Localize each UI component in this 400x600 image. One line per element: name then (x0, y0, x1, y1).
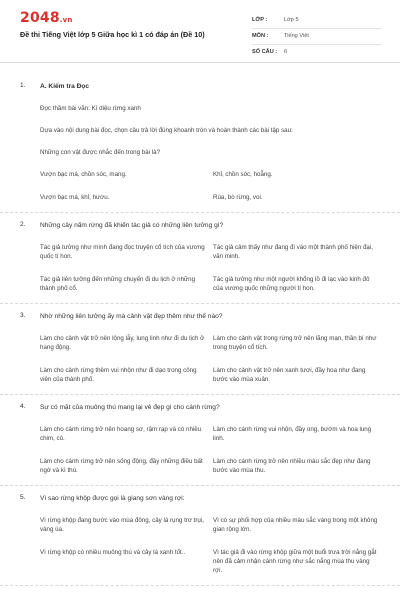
answer-options (40, 170, 380, 202)
answer-options (40, 334, 380, 384)
answer-option[interactable]: Làm cho cánh rừng trở nên hoang sơ, rậm rạp và có nhiều chim, cò. (40, 426, 202, 442)
meta-value: Lớp 5 (284, 17, 299, 23)
question-list (0, 74, 400, 586)
meta-count-row (252, 46, 382, 60)
answer-option[interactable]: Làm cho cánh rừng trở nên sống động, đầy những điều bất ngờ và kì thú. (40, 458, 203, 474)
question-number: 2. (20, 221, 26, 228)
answer-option[interactable]: Vượn bạc má, khỉ, hươu. (40, 194, 110, 201)
answer-option[interactable]: Tác giả liên tưởng đến những chuyến đi du lịch ở những thành phố cổ. (40, 276, 196, 292)
question-3 (0, 304, 400, 395)
meta-class-row (252, 14, 382, 29)
question-number: 4. (20, 403, 26, 410)
question-stem: Sự có mặt của muông thú mang lại vẻ đẹp gì cho cánh rừng? (40, 404, 220, 411)
answer-option[interactable]: Khỉ, chồn sóc, hoẵng. (213, 171, 273, 178)
meta-value: 6 (284, 49, 288, 55)
question-4 (0, 395, 400, 486)
section-heading: A. Kiểm tra Đọc (40, 83, 90, 90)
answer-options (40, 243, 380, 293)
question-number: 3. (20, 312, 26, 319)
answer-option[interactable]: Làm cho cảnh vật trở nên xanh tươi, đầy hoa như đang bước vào mùa xuân. (213, 367, 366, 383)
answer-option[interactable]: Làm cho cảnh vật trong rừng trở nên lãng mạn, thần bí như trong truyện cổ tích. (213, 335, 377, 351)
question-stem: Vì sao rừng khộp được gọi là giang sơn vàng rợi: (40, 495, 185, 502)
answer-option[interactable]: Vì có sự phối hợp của nhiều màu sắc vàng trong một không gian rộng lớn. (213, 517, 378, 533)
question-stem: Những cây nấm rừng đã khiến tác giả có những liên tưởng gì? (40, 222, 224, 229)
answer-option[interactable]: Làm cho cảnh rừng thêm vui nhộn như đi dạo trong công viên của thành phố. (40, 367, 197, 383)
answer-option[interactable]: Vì rừng khộp đang bước vào mùa đông, cây lá rụng trơ trụi, vàng úa. (40, 517, 204, 533)
question-5 (0, 486, 400, 586)
question-stem: Nhờ những liên tưởng ấy mà cảnh vật đẹp thêm như thế nào? (40, 313, 223, 320)
header (0, 0, 400, 63)
answer-option[interactable]: Vì rừng khộp có nhiều muông thú và cây lá xanh tốt.. (40, 549, 186, 556)
answer-option[interactable]: Rùa, bò rừng, voi. (213, 194, 263, 201)
answer-option[interactable]: Tác giả tưởng như mình đang đọc truyện cổ tích của vương quốc tí hon. (40, 244, 205, 260)
instruction-text: Dựa vào nội dung bài đọc, chọn câu trả lời đúng khoanh tròn và hoàn thành các bài tập sau: (40, 127, 293, 134)
logo-text: 2048 (20, 10, 60, 26)
answer-option[interactable]: Vượn bạc má, chồn sóc, mang. (40, 171, 127, 178)
meta-key: SỐ CÂU : (252, 49, 278, 55)
page-title: Đề thi Tiếng Việt lớp 5 Giữa học kì 1 có đáp án (Đề 10) (20, 30, 205, 39)
answer-option[interactable]: Vì tác giả đi vào rừng khộp giữa một buổi trưa trời nắng gắt nên đã cảm nhận cánh rừng như sắc nắng mùa thu vàng rợi. (213, 549, 377, 574)
question-1 (0, 74, 400, 213)
passage-title: Đọc thầm bài văn: Kì diệu rừng xanh (40, 105, 141, 112)
question-stem: Những con vật được nhắc đến trong bài là? (40, 149, 161, 156)
meta-value: Tiếng Việt (284, 33, 309, 39)
answer-option[interactable]: Tác giả tưởng như một người khổng lồ đi lạc vào kinh đô của vương quốc những người tí hon. (213, 276, 370, 292)
site-logo[interactable] (20, 10, 73, 26)
answer-options (40, 516, 380, 575)
answer-options (40, 425, 380, 475)
question-number: 5. (20, 494, 26, 501)
answer-option[interactable]: Tác giả cảm thấy như đang đi vào một thành phố hiện đại, văn minh. (213, 244, 373, 260)
meta-subject-row (252, 30, 382, 45)
meta-key: MÔN : (252, 33, 269, 39)
answer-option[interactable]: Làm cho cánh rừng trở nên nhiều màu sắc đẹp như đang bước vào mùa thu. (213, 458, 371, 474)
logo-suffix: .vn (59, 16, 73, 24)
question-2 (0, 213, 400, 304)
question-number: 1. (20, 82, 26, 89)
answer-option[interactable]: Làm cho cánh rừng vui nhộn, đầy ong, bướm và hoa lung linh. (213, 426, 372, 442)
answer-option[interactable]: Làm cho cảnh vật trở nên lộng lẫy, lung linh như đi du lịch ở hang động. (40, 335, 205, 351)
meta-key: LỚP : (252, 17, 268, 23)
